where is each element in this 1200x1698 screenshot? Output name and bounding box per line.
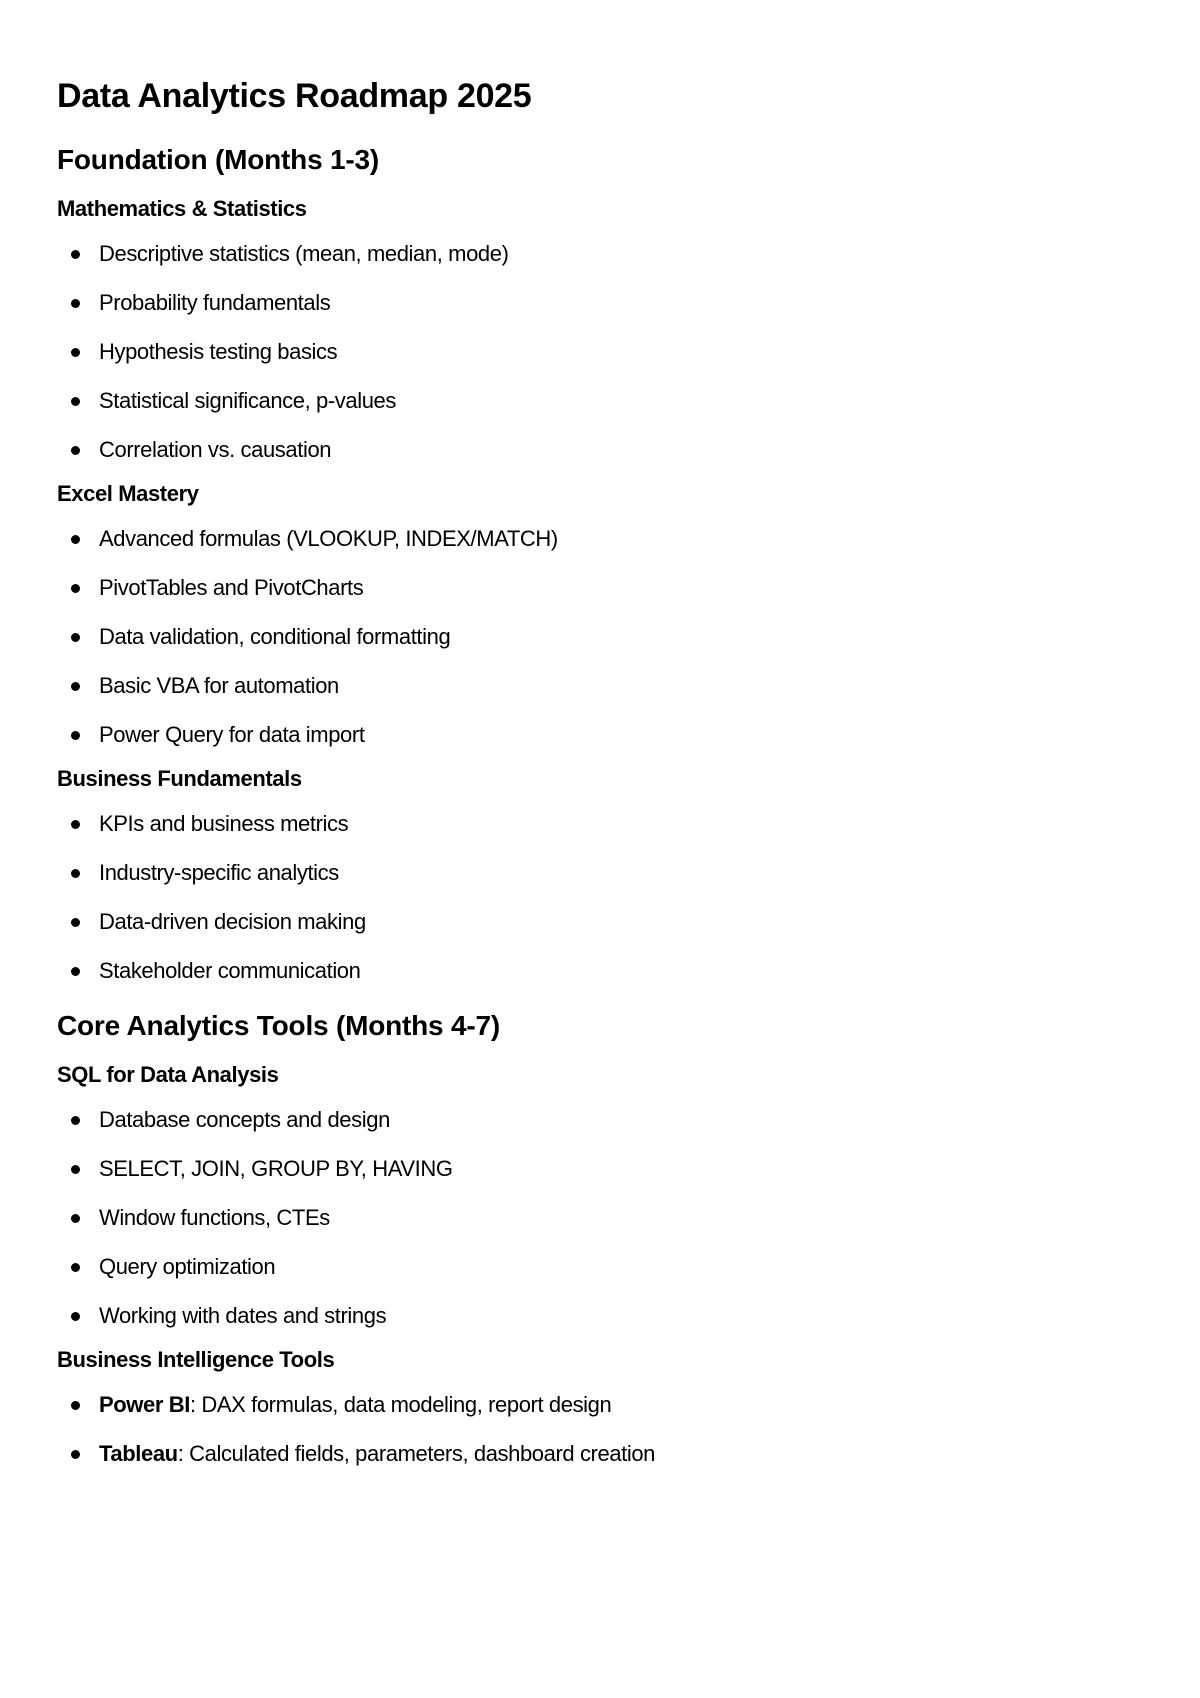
list-item: KPIs and business metrics bbox=[57, 809, 1143, 839]
list-item: Correlation vs. causation bbox=[57, 435, 1143, 465]
list-item: Statistical significance, p-values bbox=[57, 386, 1143, 416]
bullet-icon bbox=[71, 633, 80, 642]
subsection-heading-sql: SQL for Data Analysis bbox=[57, 1062, 279, 1087]
bullet-icon bbox=[71, 1214, 80, 1223]
bullet-icon bbox=[71, 1312, 80, 1321]
bullet-icon bbox=[71, 535, 80, 544]
bullet-icon bbox=[71, 682, 80, 691]
bullet-icon bbox=[71, 731, 80, 740]
subsection-heading-math-stats: Mathematics & Statistics bbox=[57, 196, 307, 221]
bullet-icon bbox=[71, 250, 80, 259]
list-item: Advanced formulas (VLOOKUP, INDEX/MATCH) bbox=[57, 524, 1143, 554]
bullet-icon bbox=[71, 446, 80, 455]
bullet-icon bbox=[71, 967, 80, 976]
list-item: Probability fundamentals bbox=[57, 288, 1143, 318]
list-item: Tableau: Calculated fields, parameters, dashboard creation bbox=[57, 1439, 1143, 1469]
bullet-icon bbox=[71, 1450, 80, 1459]
math-stats-list bbox=[57, 239, 1143, 465]
list-item: Power BI: DAX formulas, data modeling, report design bbox=[57, 1390, 1143, 1420]
item-label: Tableau bbox=[99, 1441, 178, 1466]
list-item: Basic VBA for automation bbox=[57, 671, 1143, 701]
list-item: Descriptive statistics (mean, median, mode) bbox=[57, 239, 1143, 269]
list-item: SELECT, JOIN, GROUP BY, HAVING bbox=[57, 1154, 1143, 1184]
list-item: Window functions, CTEs bbox=[57, 1203, 1143, 1233]
subsection-heading-excel: Excel Mastery bbox=[57, 481, 199, 506]
list-item: Query optimization bbox=[57, 1252, 1143, 1282]
list-item: Stakeholder communication bbox=[57, 956, 1143, 986]
list-item: Working with dates and strings bbox=[57, 1301, 1143, 1331]
list-item: Hypothesis testing basics bbox=[57, 337, 1143, 367]
list-item: Power Query for data import bbox=[57, 720, 1143, 750]
list-item: Industry-specific analytics bbox=[57, 858, 1143, 888]
excel-list bbox=[57, 524, 1143, 750]
subsection-heading-bi-tools: Business Intelligence Tools bbox=[57, 1347, 335, 1372]
bullet-icon bbox=[71, 584, 80, 593]
section-heading-foundation: Foundation (Months 1-3) bbox=[57, 144, 380, 175]
document-title: Data Analytics Roadmap 2025 bbox=[57, 77, 532, 115]
bullet-icon bbox=[71, 1116, 80, 1125]
bullet-icon bbox=[71, 1263, 80, 1272]
list-item: Database concepts and design bbox=[57, 1105, 1143, 1135]
bullet-icon bbox=[71, 918, 80, 927]
sql-list bbox=[57, 1105, 1143, 1331]
item-label: Power BI bbox=[99, 1392, 190, 1417]
bullet-icon bbox=[71, 1401, 80, 1410]
bi-tools-list bbox=[57, 1390, 1143, 1469]
bullet-icon bbox=[71, 299, 80, 308]
list-item: Data validation, conditional formatting bbox=[57, 622, 1143, 652]
bullet-icon bbox=[71, 820, 80, 829]
business-list bbox=[57, 809, 1143, 986]
bullet-icon bbox=[71, 869, 80, 878]
bullet-icon bbox=[71, 397, 80, 406]
subsection-heading-business: Business Fundamentals bbox=[57, 766, 302, 791]
section-heading-core-tools: Core Analytics Tools (Months 4-7) bbox=[57, 1010, 500, 1041]
bullet-icon bbox=[71, 348, 80, 357]
list-item: Data-driven decision making bbox=[57, 907, 1143, 937]
list-item: PivotTables and PivotCharts bbox=[57, 573, 1143, 603]
bullet-icon bbox=[71, 1165, 80, 1174]
